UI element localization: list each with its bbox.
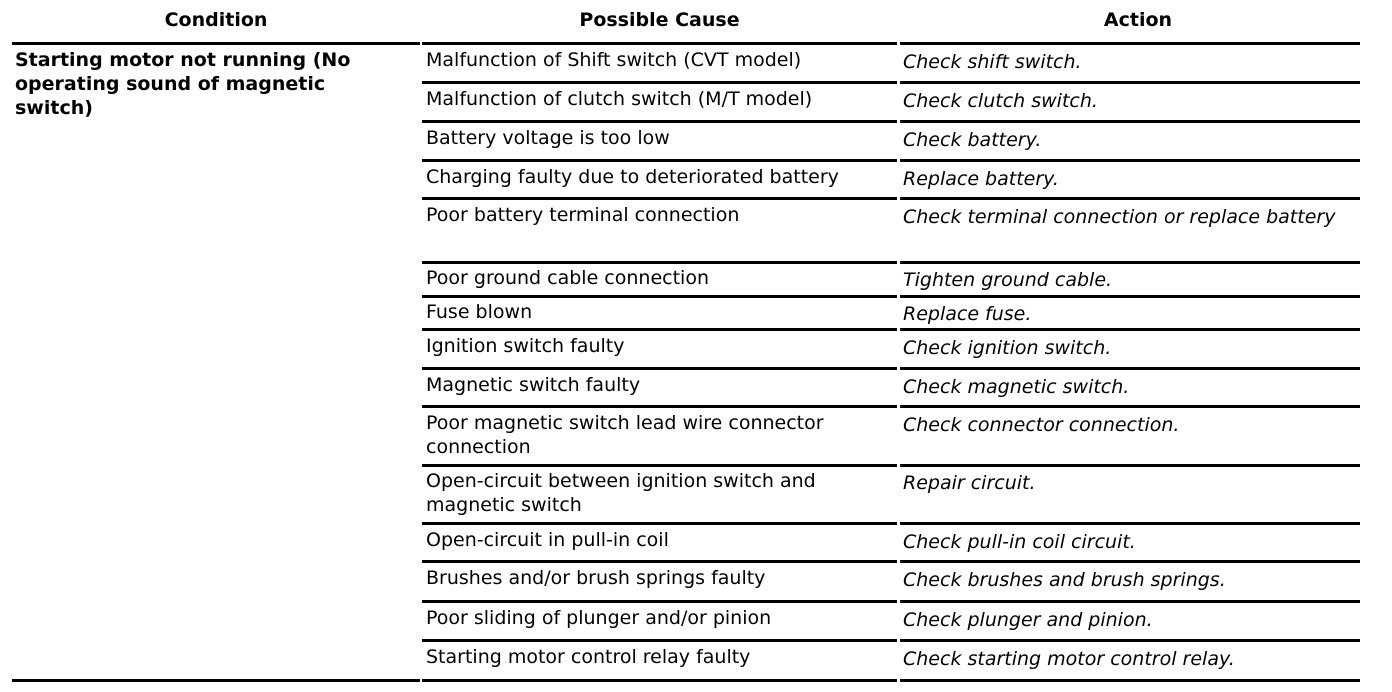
action-cell: Check connector connection. xyxy=(903,414,1180,436)
row-divider-cause xyxy=(422,522,897,525)
action-cell: Check battery. xyxy=(903,129,1042,151)
row-divider-cause xyxy=(422,261,897,264)
row-divider-action xyxy=(900,560,1360,563)
condition-cell: Starting motor not running (No operating sound of magnetic switch) xyxy=(15,49,351,119)
cause-cell: Fuse blown xyxy=(426,301,533,323)
action-cell: Check clutch switch. xyxy=(903,90,1098,112)
row-divider-cause xyxy=(422,328,897,331)
header-action: Action xyxy=(1103,9,1173,31)
action-cell: Check starting motor control relay. xyxy=(903,648,1235,670)
row-divider-cause xyxy=(422,405,897,408)
action-cell: Check brushes and brush springs. xyxy=(903,569,1226,591)
action-cell: Repair circuit. xyxy=(903,472,1036,494)
row-divider-action xyxy=(900,295,1360,298)
row-divider-cause xyxy=(422,81,897,84)
cause-cell: Open-circuit between ignition switch and magnetic switch xyxy=(426,470,816,516)
row-divider-action xyxy=(900,159,1360,162)
row-divider-cause xyxy=(422,600,897,603)
action-cell: Replace fuse. xyxy=(903,303,1032,325)
header-rule-cause xyxy=(422,42,897,45)
action-cell: Check ignition switch. xyxy=(903,337,1112,359)
row-divider-action xyxy=(900,367,1360,370)
cause-cell: Poor battery terminal connection xyxy=(426,204,740,226)
bottom-rule-condition xyxy=(12,679,420,682)
bottom-rule-action xyxy=(900,679,1360,682)
cause-cell: Open-circuit in pull-in coil xyxy=(426,529,669,551)
row-divider-cause xyxy=(422,464,897,467)
row-divider-cause xyxy=(422,367,897,370)
action-cell: Tighten ground cable. xyxy=(903,269,1113,291)
action-cell: Replace battery. xyxy=(903,168,1059,190)
row-divider-action xyxy=(900,464,1360,467)
row-divider-action xyxy=(900,81,1360,84)
action-cell: Check shift switch. xyxy=(903,51,1082,73)
row-divider-action xyxy=(900,328,1360,331)
header-rule-action xyxy=(900,42,1360,45)
action-cell: Check plunger and pinion. xyxy=(903,609,1153,631)
row-divider-action xyxy=(900,120,1360,123)
cause-cell: Malfunction of Shift switch (CVT model) xyxy=(426,49,802,71)
row-divider-cause xyxy=(422,159,897,162)
action-cell: Check terminal connection or replace battery xyxy=(903,206,1336,228)
cause-cell: Poor sliding of plunger and/or pinion xyxy=(426,607,772,629)
row-divider-action xyxy=(900,600,1360,603)
cause-cell: Poor ground cable connection xyxy=(426,267,709,289)
row-divider-cause xyxy=(422,639,897,642)
row-divider-action xyxy=(900,639,1360,642)
cause-cell: Ignition switch faulty xyxy=(426,335,625,357)
header-possible-cause: Possible Cause xyxy=(579,9,740,31)
row-divider-cause xyxy=(422,120,897,123)
row-divider-action xyxy=(900,522,1360,525)
row-divider-action xyxy=(900,261,1360,264)
cause-cell: Poor magnetic switch lead wire connector connection xyxy=(426,412,824,458)
header-condition: Condition xyxy=(164,9,268,31)
cause-cell: Battery voltage is too low xyxy=(426,127,670,149)
cause-cell: Malfunction of clutch switch (M/T model) xyxy=(426,88,813,110)
cause-cell: Starting motor control relay faulty xyxy=(426,646,751,668)
action-cell: Check magnetic switch. xyxy=(903,376,1130,398)
row-divider-action xyxy=(900,405,1360,408)
action-cell: Check pull-in coil circuit. xyxy=(903,531,1136,553)
bottom-rule-cause xyxy=(422,679,897,682)
row-divider-cause xyxy=(422,197,897,200)
header-rule-condition xyxy=(12,42,420,45)
row-divider-action xyxy=(900,197,1360,200)
cause-cell: Brushes and/or brush springs faulty xyxy=(426,567,766,589)
cause-cell: Magnetic switch faulty xyxy=(426,374,641,396)
row-divider-cause xyxy=(422,295,897,298)
row-divider-cause xyxy=(422,560,897,563)
cause-cell: Charging faulty due to deteriorated battery xyxy=(426,166,839,188)
